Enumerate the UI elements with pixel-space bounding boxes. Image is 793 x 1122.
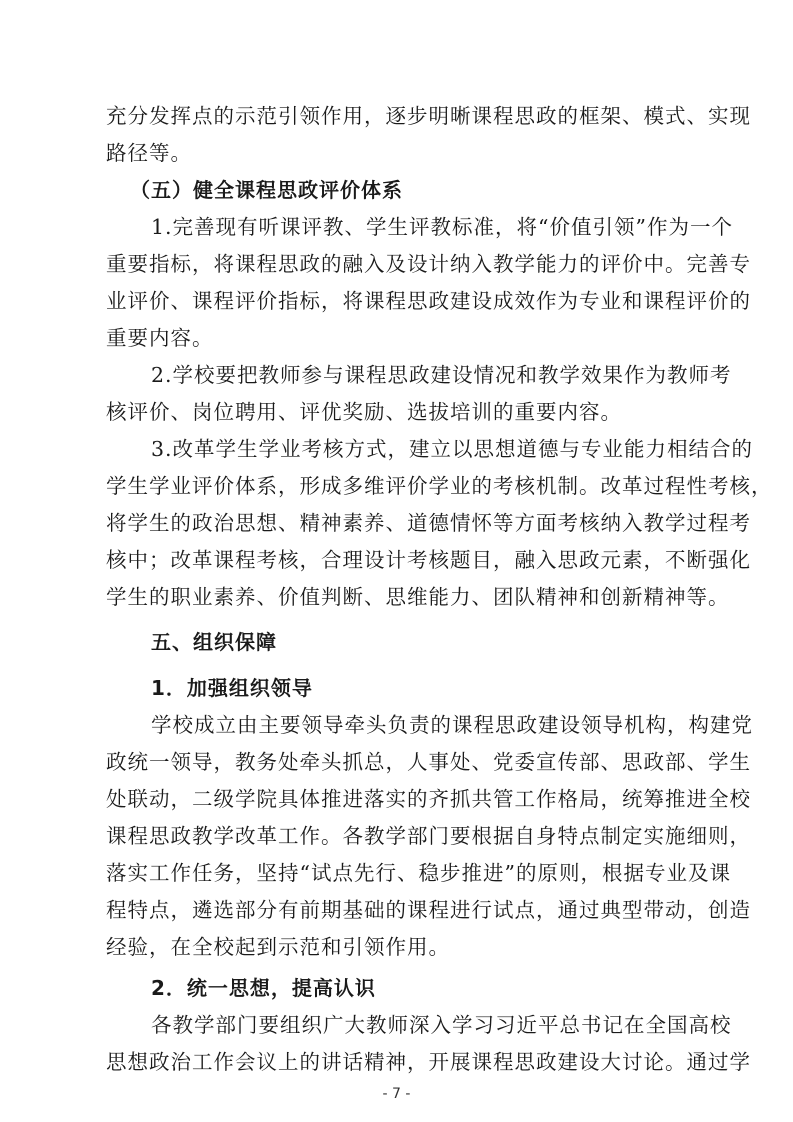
- paragraph-line: 路径等。: [106, 141, 192, 165]
- page-number: - 7 -: [382, 1086, 411, 1102]
- paragraph-line: 2.学校要把教师参与课程思政建设情况和教学效果作为教师考: [151, 363, 732, 387]
- paragraph-line: 3.改革学生学业考核方式，建立以思想道德与专业能力相结合的: [151, 437, 754, 461]
- paragraph-line: 学校成立由主要领导牵头负责的课程思政建设领导机构，构建党: [151, 713, 753, 737]
- subsection-heading: 2．统一思想，提高认识: [151, 976, 376, 1000]
- paragraph-line: 经验，在全校起到示范和引领作用。: [106, 935, 450, 959]
- paragraph-line: 思想政治工作会议上的讲话精神，开展课程思政建设大讨论。通过学: [106, 1050, 751, 1074]
- paragraph-line: 充分发挥点的示范引领作用，逐步明晰课程思政的框架、模式、实现: [106, 104, 751, 128]
- paragraph-line: 程特点，遴选部分有前期基础的课程进行试点，通过典型带动，创造: [106, 898, 751, 922]
- paragraph-line: 各教学部门要组织广大教师深入学习习近平总书记在全国高校: [151, 1013, 732, 1037]
- paragraph-line: 课程思政教学改革工作。各教学部门要根据自身特点制定实施细则，: [106, 824, 751, 848]
- chapter-heading: 五、组织保障: [151, 630, 277, 654]
- paragraph-line: 核评价、岗位聘用、评优奖励、选拔培训的重要内容。: [106, 400, 622, 424]
- paragraph-line: 核中；改革课程考核，合理设计考核题目，融入思政元素，不断强化: [106, 548, 751, 572]
- paragraph-line: 学生的职业素养、价值判断、思维能力、团队精神和创新精神等。: [106, 585, 730, 609]
- paragraph-line: 政统一领导，教务处牵头抓总，人事处、党委宣传部、思政部、学生: [106, 750, 751, 774]
- paragraph-line: 重要内容。: [106, 326, 214, 350]
- subsection-heading: 1．加强组织领导: [151, 676, 313, 700]
- paragraph-line: 业评价、课程评价指标，将课程思政建设成效作为专业和课程评价的: [106, 289, 751, 313]
- paragraph-line: 落实工作任务，坚持“试点先行、稳步推进”的原则，根据专业及课: [106, 861, 731, 885]
- paragraph-line: 将学生的政治思想、精神素养、道德情怀等方面考核纳入教学过程考: [106, 511, 751, 535]
- paragraph-line: 1.完善现有听课评教、学生评教标准，将“价值引领”作为一个: [151, 215, 734, 239]
- paragraph-line: 学生学业评价体系，形成多维评价学业的考核机制。改革过程性考核，: [106, 474, 773, 498]
- paragraph-line: 重要指标，将课程思政的融入及设计纳入教学能力的评价中。完善专: [106, 252, 751, 276]
- paragraph-line: 处联动，二级学院具体推进落实的齐抓共管工作格局，统筹推进全校: [106, 787, 751, 811]
- section-heading: （五）健全课程思政评价体系: [130, 178, 403, 202]
